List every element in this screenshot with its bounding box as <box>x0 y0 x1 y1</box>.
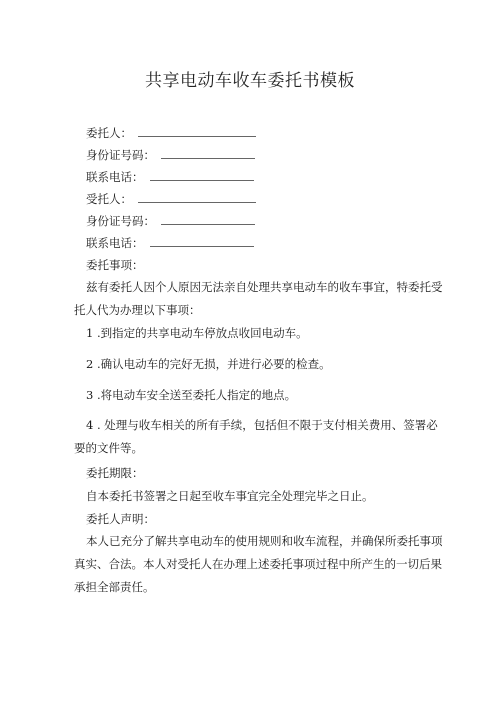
principal-id-blank-line <box>161 148 255 159</box>
principal-blank-line <box>138 126 256 137</box>
declaration-heading: 委托人声明： <box>86 512 155 526</box>
matters-heading: 委托事项： <box>86 258 144 272</box>
principal-label: 委托人： <box>86 126 132 140</box>
agent-field <box>86 192 256 206</box>
period-text: 自本委托书签署之日起至收车事宜完全处理完毕之日止。 <box>86 489 374 503</box>
matter-item-3: 3 .将电动车安全送至委托人指定的地点。 <box>86 388 297 402</box>
period-heading: 委托期限： <box>86 466 144 480</box>
principal-field <box>86 126 256 140</box>
declaration-paragraph: 本人已充分了解共享电动车的使用规则和收车流程，并确保所委托事项真实、合法。本人对受托人在办理上述委托事项过程中所产生的一切后果承担全部责任。 <box>74 534 443 594</box>
agent-id-blank-line <box>161 214 255 225</box>
document-title: 共享电动车收车委托书模板 <box>145 71 355 91</box>
matters-intro-paragraph: 兹有委托人因个人原因无法亲自处理共享电动车的收车事宜，特委托受托人代为办理以下事项： <box>74 280 443 317</box>
agent-label: 受托人： <box>86 192 132 206</box>
principal-phone-label: 联系电话： <box>86 170 144 184</box>
agent-blank-line <box>138 192 256 203</box>
agent-id-label: 身份证号码： <box>86 214 155 228</box>
agent-phone-blank-line <box>150 236 254 247</box>
matter-item-1: 1 .到指定的共享电动车停放点收回电动车。 <box>86 326 308 340</box>
principal-id-field <box>86 148 255 162</box>
matter-item-4: 4 . 处理与收车相关的所有手续，包括但不限于支付相关费用、签署必要的文件等。 <box>74 418 438 455</box>
matter-item-2: 2 .确认电动车的完好无损，并进行必要的检查。 <box>86 357 331 371</box>
principal-phone-blank-line <box>150 170 254 181</box>
agent-id-field <box>86 214 255 228</box>
agent-phone-field <box>86 236 254 250</box>
agent-phone-label: 联系电话： <box>86 236 144 250</box>
principal-id-label: 身份证号码： <box>86 148 155 162</box>
principal-phone-field <box>86 170 254 184</box>
